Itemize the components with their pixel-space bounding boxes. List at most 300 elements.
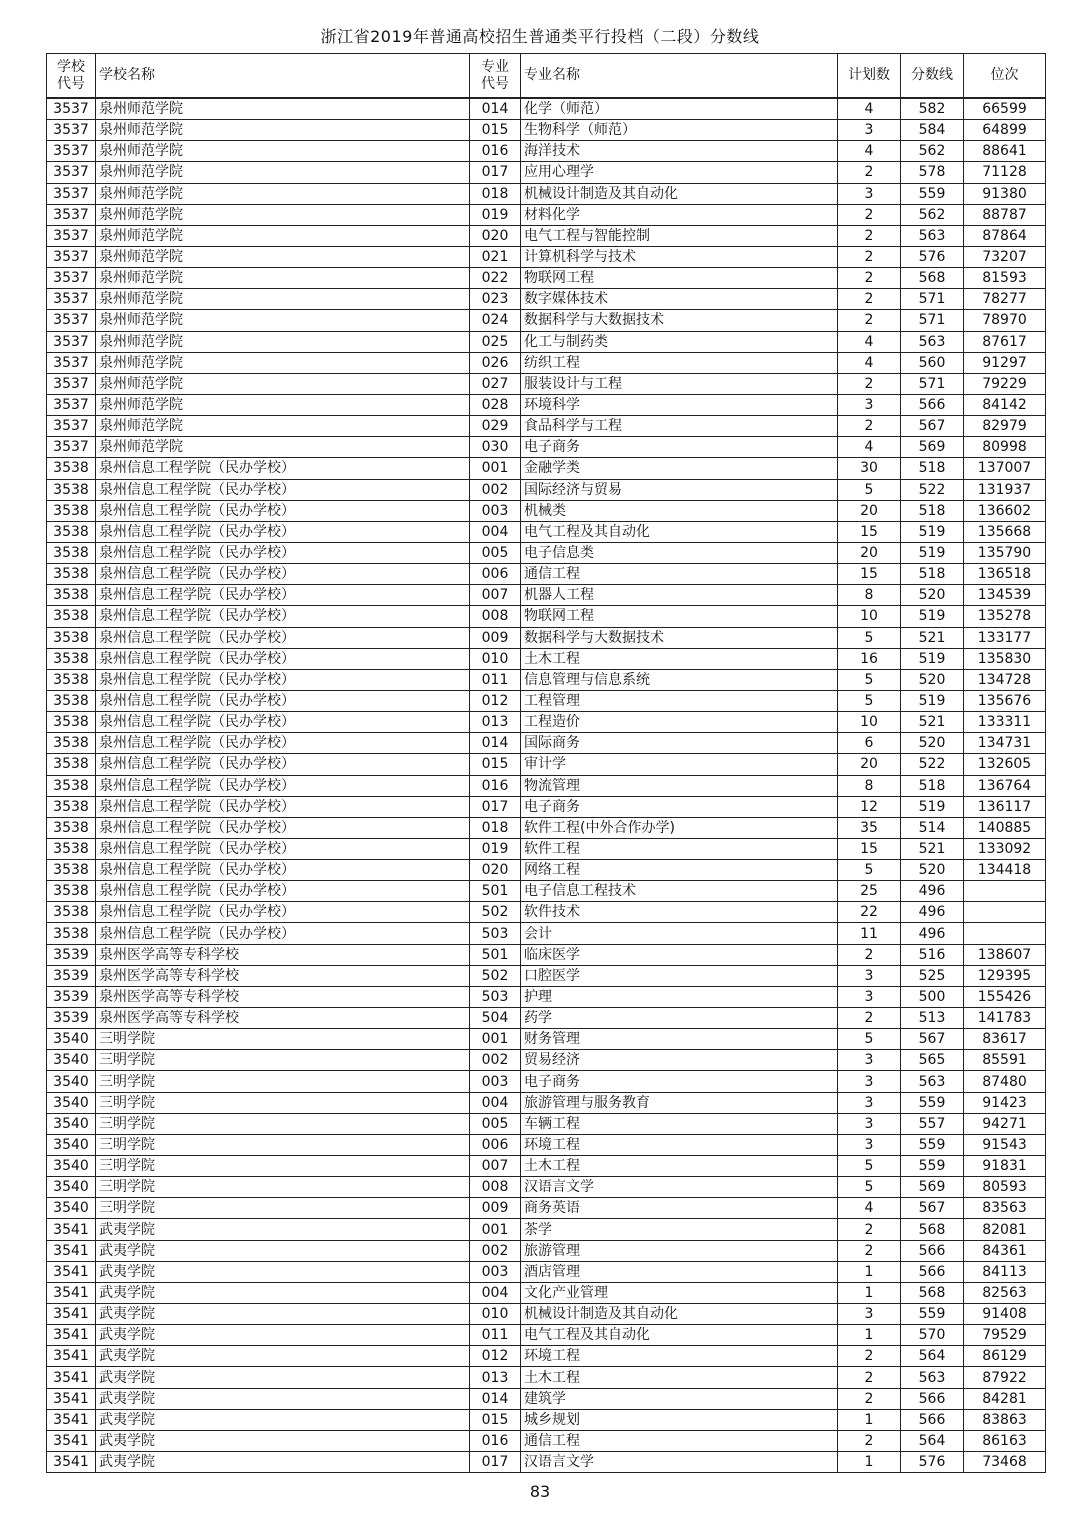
school-code-cell: 3537	[47, 289, 96, 310]
rank-cell: 136518	[964, 564, 1046, 585]
major-name-cell: 汉语言文学	[521, 1177, 838, 1198]
school-code-cell: 3538	[47, 733, 96, 754]
major-code-cell: 502	[470, 965, 521, 986]
school-name-cell: 泉州信息工程学院（民办学校）	[96, 754, 470, 775]
school-code-cell: 3538	[47, 690, 96, 711]
major-code-cell: 027	[470, 373, 521, 394]
table-row	[47, 817, 1046, 838]
school-name-cell: 泉州信息工程学院（民办学校）	[96, 712, 470, 733]
table-row	[47, 648, 1046, 669]
major-code-cell: 007	[470, 585, 521, 606]
table-row	[47, 1409, 1046, 1430]
rank-cell: 82081	[964, 1219, 1046, 1240]
major-name-cell: 数字媒体技术	[521, 289, 838, 310]
major-name-cell: 软件工程(中外合作办学)	[521, 817, 838, 838]
table-row	[47, 923, 1046, 944]
plan-cell: 1	[838, 1261, 901, 1282]
table-row	[47, 1430, 1046, 1451]
major-code-cell: 026	[470, 352, 521, 373]
major-name-cell: 车辆工程	[521, 1113, 838, 1134]
school-code-cell: 3538	[47, 817, 96, 838]
plan-cell: 5	[838, 1029, 901, 1050]
plan-cell: 2	[838, 1219, 901, 1240]
score-cell: 584	[901, 120, 964, 141]
major-code-cell: 029	[470, 416, 521, 437]
table-row	[47, 1050, 1046, 1071]
major-code-cell: 019	[470, 838, 521, 859]
table-row	[47, 1367, 1046, 1388]
major-name-cell: 服装设计与工程	[521, 373, 838, 394]
table-row	[47, 352, 1046, 373]
plan-cell: 16	[838, 648, 901, 669]
school-name-cell: 泉州信息工程学院（民办学校）	[96, 838, 470, 859]
school-code-cell: 3537	[47, 352, 96, 373]
table-row	[47, 1452, 1046, 1473]
plan-cell: 10	[838, 606, 901, 627]
score-cell: 571	[901, 373, 964, 394]
school-code-cell: 3540	[47, 1198, 96, 1219]
major-name-cell: 食品科学与工程	[521, 416, 838, 437]
rank-cell: 87617	[964, 331, 1046, 352]
rank-cell: 133311	[964, 712, 1046, 733]
score-cell: 559	[901, 1092, 964, 1113]
score-cell: 563	[901, 1367, 964, 1388]
score-cell: 559	[901, 1156, 964, 1177]
major-name-cell: 计算机科学与技术	[521, 246, 838, 267]
school-name-cell: 泉州师范学院	[96, 394, 470, 415]
plan-cell: 3	[838, 394, 901, 415]
rank-cell: 134728	[964, 669, 1046, 690]
school-name-cell: 泉州师范学院	[96, 183, 470, 204]
score-cell: 566	[901, 1261, 964, 1282]
score-cell: 518	[901, 775, 964, 796]
major-code-cell: 017	[470, 1452, 521, 1473]
major-code-cell: 004	[470, 1092, 521, 1113]
major-name-cell: 机械设计制造及其自动化	[521, 1304, 838, 1325]
major-name-cell: 审计学	[521, 754, 838, 775]
score-cell: 521	[901, 627, 964, 648]
rank-cell: 131937	[964, 479, 1046, 500]
table-row	[47, 733, 1046, 754]
school-code-cell: 3537	[47, 204, 96, 225]
score-cell: 569	[901, 437, 964, 458]
header-major-code: 专业 代号	[470, 54, 521, 99]
major-name-cell: 工程管理	[521, 690, 838, 711]
school-name-cell: 泉州信息工程学院（民办学校）	[96, 606, 470, 627]
plan-cell: 2	[838, 162, 901, 183]
rank-cell: 135830	[964, 648, 1046, 669]
table-row	[47, 838, 1046, 859]
major-name-cell: 物联网工程	[521, 606, 838, 627]
school-code-cell: 3538	[47, 902, 96, 923]
score-cell: 563	[901, 225, 964, 246]
school-name-cell: 武夷学院	[96, 1261, 470, 1282]
plan-cell: 12	[838, 796, 901, 817]
header-major-name: 专业名称	[521, 54, 838, 99]
plan-cell: 15	[838, 521, 901, 542]
school-name-cell: 泉州信息工程学院（民办学校）	[96, 564, 470, 585]
school-name-cell: 泉州信息工程学院（民办学校）	[96, 733, 470, 754]
school-code-cell: 3539	[47, 944, 96, 965]
school-code-cell: 3537	[47, 268, 96, 289]
score-cell: 576	[901, 1452, 964, 1473]
major-code-cell: 015	[470, 754, 521, 775]
major-name-cell: 海洋技术	[521, 141, 838, 162]
score-cell: 557	[901, 1113, 964, 1134]
school-name-cell: 泉州信息工程学院（民办学校）	[96, 669, 470, 690]
school-name-cell: 泉州信息工程学院（民办学校）	[96, 521, 470, 542]
plan-cell: 3	[838, 1050, 901, 1071]
rank-cell: 82563	[964, 1282, 1046, 1303]
table-row	[47, 944, 1046, 965]
plan-cell: 6	[838, 733, 901, 754]
plan-cell: 1	[838, 1282, 901, 1303]
major-code-cell: 016	[470, 1430, 521, 1451]
school-code-cell: 3541	[47, 1282, 96, 1303]
plan-cell: 3	[838, 1134, 901, 1155]
school-name-cell: 泉州医学高等专科学校	[96, 1008, 470, 1029]
score-cell: 570	[901, 1325, 964, 1346]
school-code-cell: 3537	[47, 394, 96, 415]
table-row	[47, 881, 1046, 902]
plan-cell: 2	[838, 1388, 901, 1409]
major-code-cell: 501	[470, 881, 521, 902]
school-code-cell: 3538	[47, 860, 96, 881]
school-name-cell: 三明学院	[96, 1177, 470, 1198]
rank-cell: 71128	[964, 162, 1046, 183]
major-code-cell: 013	[470, 1367, 521, 1388]
school-code-cell: 3538	[47, 881, 96, 902]
major-name-cell: 电气工程及其自动化	[521, 1325, 838, 1346]
major-code-cell: 009	[470, 627, 521, 648]
school-code-cell: 3537	[47, 373, 96, 394]
rank-cell: 134418	[964, 860, 1046, 881]
rank-cell: 87864	[964, 225, 1046, 246]
major-name-cell: 信息管理与信息系统	[521, 669, 838, 690]
table-row	[47, 754, 1046, 775]
table-row	[47, 458, 1046, 479]
school-name-cell: 三明学院	[96, 1156, 470, 1177]
school-code-cell: 3541	[47, 1261, 96, 1282]
major-name-cell: 金融学类	[521, 458, 838, 479]
school-name-cell: 武夷学院	[96, 1304, 470, 1325]
plan-cell: 2	[838, 1367, 901, 1388]
major-code-cell: 030	[470, 437, 521, 458]
school-code-cell: 3537	[47, 162, 96, 183]
school-code-cell: 3539	[47, 1008, 96, 1029]
score-cell: 559	[901, 1304, 964, 1325]
school-code-cell: 3538	[47, 923, 96, 944]
major-name-cell: 化学（师范）	[521, 98, 838, 120]
table-row	[47, 690, 1046, 711]
school-code-cell: 3537	[47, 246, 96, 267]
school-name-cell: 泉州师范学院	[96, 204, 470, 225]
score-cell: 519	[901, 648, 964, 669]
school-name-cell: 泉州信息工程学院（民办学校）	[96, 479, 470, 500]
school-name-cell: 泉州师范学院	[96, 141, 470, 162]
plan-cell: 3	[838, 1113, 901, 1134]
major-code-cell: 017	[470, 162, 521, 183]
score-cell: 559	[901, 183, 964, 204]
rank-cell: 91297	[964, 352, 1046, 373]
table-row	[47, 796, 1046, 817]
school-name-cell: 武夷学院	[96, 1346, 470, 1367]
rank-cell: 88787	[964, 204, 1046, 225]
score-cell: 513	[901, 1008, 964, 1029]
table-row	[47, 141, 1046, 162]
score-cell: 520	[901, 733, 964, 754]
rank-cell: 141783	[964, 1008, 1046, 1029]
major-code-cell: 010	[470, 1304, 521, 1325]
rank-cell: 66599	[964, 98, 1046, 120]
score-cell: 559	[901, 1134, 964, 1155]
rank-cell: 91423	[964, 1092, 1046, 1113]
school-code-cell: 3541	[47, 1304, 96, 1325]
school-name-cell: 武夷学院	[96, 1219, 470, 1240]
school-name-cell: 泉州医学高等专科学校	[96, 986, 470, 1007]
school-name-cell: 武夷学院	[96, 1240, 470, 1261]
major-name-cell: 数据科学与大数据技术	[521, 310, 838, 331]
school-code-cell: 3540	[47, 1092, 96, 1113]
school-name-cell: 泉州信息工程学院（民办学校）	[96, 500, 470, 521]
major-name-cell: 口腔医学	[521, 965, 838, 986]
score-cell: 522	[901, 479, 964, 500]
major-name-cell: 纺织工程	[521, 352, 838, 373]
score-cell: 568	[901, 1219, 964, 1240]
major-name-cell: 网络工程	[521, 860, 838, 881]
major-code-cell: 002	[470, 1050, 521, 1071]
score-cell: 567	[901, 1029, 964, 1050]
score-cell: 496	[901, 881, 964, 902]
plan-cell: 2	[838, 225, 901, 246]
plan-cell: 3	[838, 120, 901, 141]
major-code-cell: 016	[470, 141, 521, 162]
school-name-cell: 武夷学院	[96, 1409, 470, 1430]
major-name-cell: 数据科学与大数据技术	[521, 627, 838, 648]
rank-cell: 86129	[964, 1346, 1046, 1367]
major-name-cell: 护理	[521, 986, 838, 1007]
plan-cell: 2	[838, 1346, 901, 1367]
major-code-cell: 020	[470, 225, 521, 246]
score-cell: 571	[901, 310, 964, 331]
rank-cell: 135668	[964, 521, 1046, 542]
page-number: 83	[529, 1482, 551, 1501]
major-code-cell: 014	[470, 733, 521, 754]
school-code-cell: 3538	[47, 627, 96, 648]
rank-cell: 133177	[964, 627, 1046, 648]
major-code-cell: 016	[470, 775, 521, 796]
rank-cell: 91408	[964, 1304, 1046, 1325]
plan-cell: 4	[838, 141, 901, 162]
school-code-cell: 3538	[47, 775, 96, 796]
major-code-cell: 003	[470, 500, 521, 521]
plan-cell: 1	[838, 1452, 901, 1473]
score-cell: 519	[901, 796, 964, 817]
school-name-cell: 三明学院	[96, 1071, 470, 1092]
school-code-cell: 3538	[47, 606, 96, 627]
table-row	[47, 860, 1046, 881]
rank-cell: 134731	[964, 733, 1046, 754]
table-body	[47, 98, 1046, 1473]
major-code-cell: 017	[470, 796, 521, 817]
rank-cell: 94271	[964, 1113, 1046, 1134]
school-name-cell: 三明学院	[96, 1113, 470, 1134]
major-code-cell: 024	[470, 310, 521, 331]
school-name-cell: 泉州信息工程学院（民办学校）	[96, 796, 470, 817]
plan-cell: 30	[838, 458, 901, 479]
rank-cell: 136117	[964, 796, 1046, 817]
major-code-cell: 501	[470, 944, 521, 965]
plan-cell: 4	[838, 352, 901, 373]
school-code-cell: 3540	[47, 1134, 96, 1155]
school-name-cell: 泉州医学高等专科学校	[96, 965, 470, 986]
rank-cell: 133092	[964, 838, 1046, 859]
school-name-cell: 泉州师范学院	[96, 373, 470, 394]
rank-cell: 64899	[964, 120, 1046, 141]
score-cell: 567	[901, 416, 964, 437]
rank-cell: 78277	[964, 289, 1046, 310]
score-cell: 521	[901, 712, 964, 733]
school-name-cell: 泉州信息工程学院（民办学校）	[96, 690, 470, 711]
major-code-cell: 015	[470, 120, 521, 141]
rank-cell: 91543	[964, 1134, 1046, 1155]
major-code-cell: 018	[470, 183, 521, 204]
major-name-cell: 文化产业管理	[521, 1282, 838, 1303]
table-row	[47, 289, 1046, 310]
school-code-cell: 3537	[47, 225, 96, 246]
plan-cell: 3	[838, 1071, 901, 1092]
plan-cell: 1	[838, 1325, 901, 1346]
table-row	[47, 627, 1046, 648]
header-rank: 位次	[964, 54, 1046, 99]
plan-cell: 15	[838, 564, 901, 585]
table-row	[47, 1092, 1046, 1113]
major-code-cell: 001	[470, 1029, 521, 1050]
plan-cell: 2	[838, 310, 901, 331]
school-name-cell: 泉州信息工程学院（民办学校）	[96, 902, 470, 923]
school-name-cell: 三明学院	[96, 1134, 470, 1155]
rank-cell: 80593	[964, 1177, 1046, 1198]
major-name-cell: 环境工程	[521, 1134, 838, 1155]
plan-cell: 8	[838, 775, 901, 796]
major-name-cell: 茶学	[521, 1219, 838, 1240]
table-row	[47, 183, 1046, 204]
rank-cell: 88641	[964, 141, 1046, 162]
score-cell: 566	[901, 1240, 964, 1261]
school-code-cell: 3540	[47, 1071, 96, 1092]
score-cell: 518	[901, 564, 964, 585]
major-name-cell: 机器人工程	[521, 585, 838, 606]
school-name-cell: 泉州信息工程学院（民办学校）	[96, 860, 470, 881]
rank-cell: 85591	[964, 1050, 1046, 1071]
plan-cell: 5	[838, 1156, 901, 1177]
major-code-cell: 503	[470, 986, 521, 1007]
table-row	[47, 1346, 1046, 1367]
table-row	[47, 479, 1046, 500]
school-code-cell: 3537	[47, 141, 96, 162]
plan-cell: 5	[838, 690, 901, 711]
header-row	[47, 54, 1046, 99]
school-code-cell: 3538	[47, 585, 96, 606]
score-cell: 563	[901, 331, 964, 352]
rank-cell: 79529	[964, 1325, 1046, 1346]
table-row	[47, 204, 1046, 225]
score-cell: 525	[901, 965, 964, 986]
school-code-cell: 3538	[47, 521, 96, 542]
score-cell: 496	[901, 923, 964, 944]
major-code-cell: 001	[470, 1219, 521, 1240]
school-name-cell: 武夷学院	[96, 1388, 470, 1409]
school-name-cell: 泉州师范学院	[96, 437, 470, 458]
major-name-cell: 商务英语	[521, 1198, 838, 1219]
plan-cell: 15	[838, 838, 901, 859]
school-code-cell: 3538	[47, 500, 96, 521]
school-name-cell: 泉州师范学院	[96, 268, 470, 289]
school-name-cell: 泉州师范学院	[96, 98, 470, 120]
plan-cell: 2	[838, 1008, 901, 1029]
table-row	[47, 1029, 1046, 1050]
table-row	[47, 521, 1046, 542]
rank-cell: 84142	[964, 394, 1046, 415]
school-code-cell: 3541	[47, 1430, 96, 1451]
major-code-cell: 005	[470, 542, 521, 563]
table-row	[47, 437, 1046, 458]
school-name-cell: 泉州信息工程学院（民办学校）	[96, 817, 470, 838]
major-code-cell: 001	[470, 458, 521, 479]
score-cell: 571	[901, 289, 964, 310]
school-code-cell: 3541	[47, 1452, 96, 1473]
plan-cell: 4	[838, 437, 901, 458]
rank-cell: 129395	[964, 965, 1046, 986]
table-row	[47, 1325, 1046, 1346]
rank-cell: 73207	[964, 246, 1046, 267]
school-code-cell: 3537	[47, 416, 96, 437]
school-name-cell: 泉州师范学院	[96, 289, 470, 310]
school-name-cell: 泉州师范学院	[96, 120, 470, 141]
rank-cell: 83863	[964, 1409, 1046, 1430]
rank-cell: 135676	[964, 690, 1046, 711]
school-code-cell: 3538	[47, 564, 96, 585]
header-school-code: 学校 代号	[47, 54, 96, 99]
score-cell: 565	[901, 1050, 964, 1071]
table-row	[47, 965, 1046, 986]
table-row	[47, 585, 1046, 606]
major-code-cell: 004	[470, 521, 521, 542]
school-name-cell: 泉州师范学院	[96, 416, 470, 437]
header-score: 分数线	[901, 54, 964, 99]
table-row	[47, 564, 1046, 585]
table-row	[47, 416, 1046, 437]
major-name-cell: 软件工程	[521, 838, 838, 859]
table-row	[47, 1177, 1046, 1198]
school-name-cell: 泉州信息工程学院（民办学校）	[96, 458, 470, 479]
header-plan: 计划数	[838, 54, 901, 99]
school-name-cell: 泉州信息工程学院（民办学校）	[96, 775, 470, 796]
plan-cell: 11	[838, 923, 901, 944]
rank-cell	[964, 902, 1046, 923]
plan-cell: 25	[838, 881, 901, 902]
major-code-cell: 018	[470, 817, 521, 838]
school-name-cell: 武夷学院	[96, 1282, 470, 1303]
major-name-cell: 汉语言文学	[521, 1452, 838, 1473]
score-cell: 582	[901, 98, 964, 120]
rank-cell	[964, 923, 1046, 944]
major-name-cell: 生物科学（师范）	[521, 120, 838, 141]
plan-cell: 5	[838, 1177, 901, 1198]
school-code-cell: 3537	[47, 183, 96, 204]
major-name-cell: 旅游管理与服务教育	[521, 1092, 838, 1113]
school-code-cell: 3539	[47, 986, 96, 1007]
